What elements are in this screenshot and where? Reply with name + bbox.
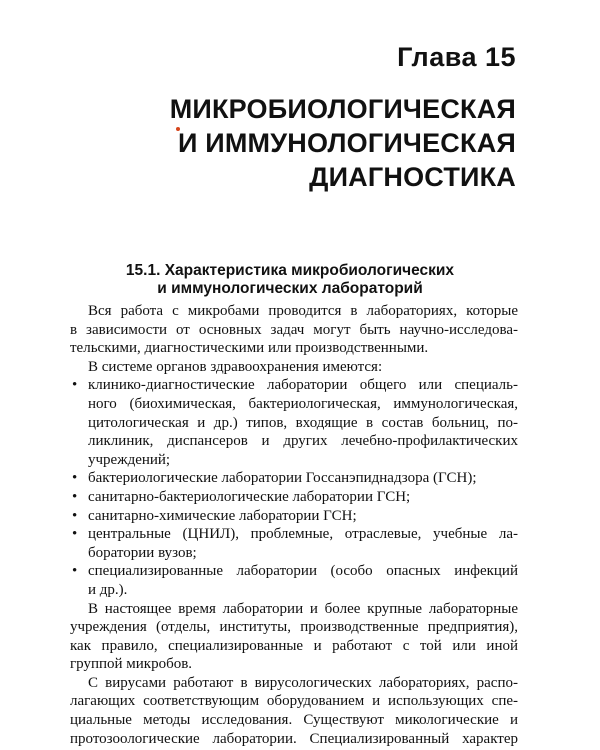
- bullet-icon: •: [72, 488, 78, 505]
- body-text: [70, 302, 518, 748]
- text-line: цитологическая и др.) типов, входящие в состав больниц, по-: [88, 414, 518, 431]
- text-line: протозоологические лаборатории. Специализированный характер: [70, 730, 518, 747]
- text-line: В системе органов здравоохранения имеются:: [88, 358, 383, 375]
- list-item-text: центральные (ЦНИЛ), проблемные, отраслевые, учебные ла-: [88, 526, 518, 543]
- text-line: С вирусами работают в вирусологических лабораториях, распо-: [88, 674, 518, 691]
- list-item-text: бактериологические лаборатории Госсанэпиднадзора (ГСН);: [88, 470, 477, 487]
- bullet-icon: •: [72, 507, 78, 524]
- text-line: В настоящее время лаборатории и более крупные лабораторные: [88, 600, 518, 617]
- text-line: группой микробов.: [70, 656, 193, 673]
- chapter-title-line: И ИММУНОЛОГИЧЕСКАЯ: [177, 128, 516, 158]
- chapter-title-line: МИКРОБИОЛОГИЧЕСКАЯ: [169, 94, 516, 124]
- text-line: как правило, специализированные и работают с той или иной: [70, 637, 518, 654]
- list-item-text: клинико-диагностические лаборатории общего или специаль-: [88, 377, 518, 394]
- text-line: учреждений;: [88, 451, 171, 468]
- list-item-text: санитарно-химические лаборатории ГСН;: [88, 507, 357, 524]
- list-item: [70, 469, 518, 488]
- text-line: тельскими, диагностическими или производственными.: [70, 340, 429, 357]
- bullet-icon: •: [72, 377, 78, 394]
- chapter-label: Глава 15: [397, 42, 516, 72]
- text-line: учреждения (отделы, институты, производственные предприятия),: [70, 619, 518, 636]
- text-line: ликлиник, диспансеров и других лечебно-профилактических: [88, 433, 518, 450]
- chapter-title: [170, 92, 516, 194]
- section-heading: [60, 262, 520, 298]
- list-item-text: специализированные лаборатории (особо опасных инфекций: [88, 563, 518, 580]
- text-line: боратории вузов;: [88, 544, 197, 561]
- text-line: ного (биохимическая, бактериологическая, иммунологическая,: [88, 395, 518, 412]
- text-line: лагающих соответствующим оборудованием и использующих спе-: [70, 693, 518, 710]
- chapter-title-line: ДИАГНОСТИКА: [309, 162, 516, 192]
- bullet-icon: •: [72, 526, 78, 543]
- list-item: [70, 562, 518, 581]
- text-line: и др.).: [88, 581, 128, 598]
- section-heading-line: и иммунологических лабораторий: [157, 280, 423, 297]
- text-line: Вся работа с микробами проводится в лабораториях, которые: [88, 303, 518, 319]
- bullet-icon: •: [72, 470, 78, 487]
- list-item: [70, 376, 518, 395]
- text-line: в зависимости от основных задач могут быть научно-исследова-: [70, 321, 518, 338]
- section-heading-line: 15.1. Характеристика микробиологических: [125, 262, 455, 279]
- list-item: [70, 525, 518, 544]
- bullet-icon: •: [72, 563, 78, 580]
- list-item-text: санитарно-бактериологические лаборатории ГСН;: [88, 488, 411, 505]
- text-line: циальные методы исследования. Существуют микологические и: [70, 712, 518, 729]
- list-item: [70, 507, 518, 526]
- list-item: [70, 488, 518, 507]
